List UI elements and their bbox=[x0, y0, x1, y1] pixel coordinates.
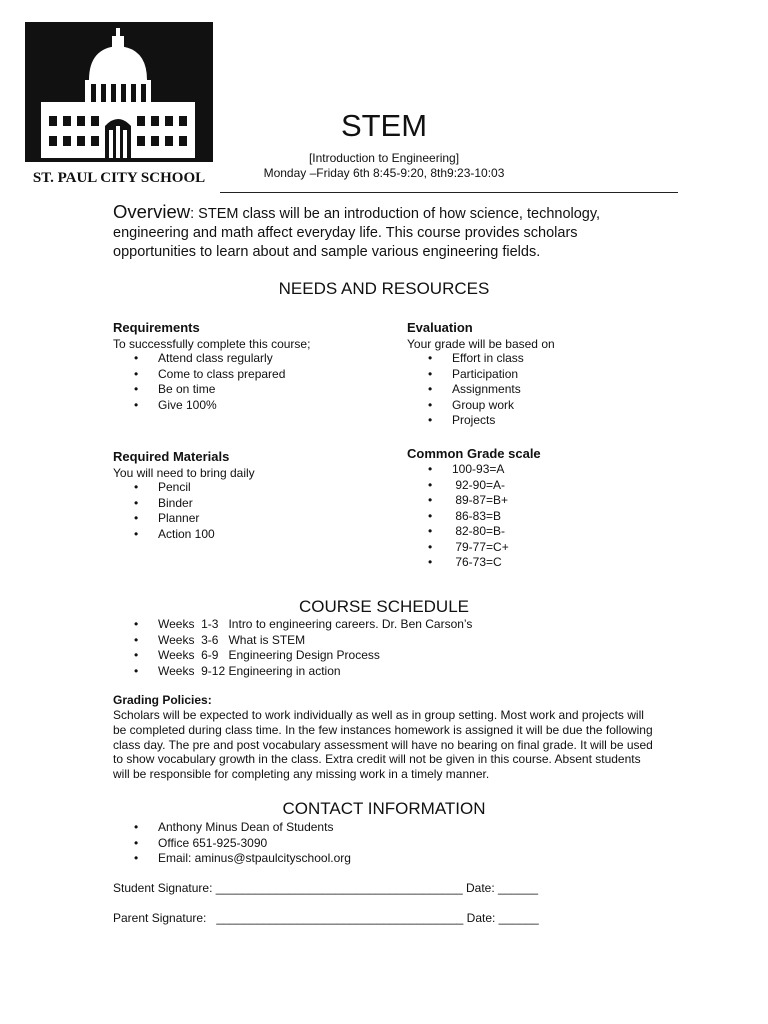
evaluation-list bbox=[407, 351, 667, 429]
list-item: • Projects bbox=[407, 413, 667, 429]
requirements-intro: To successfully complete this course; bbox=[113, 337, 311, 351]
list-item: • 82-80=B- bbox=[407, 524, 667, 540]
list-item: • Be on time bbox=[113, 382, 393, 398]
list-item: • 89-87=B+ bbox=[407, 493, 667, 509]
evaluation-intro: Your grade will be based on bbox=[407, 337, 555, 351]
grading-paragraph: Scholars will be expected to work individually as well as in group setting. Most work and projects will be completed during class time. In the few instances homework is assigned it will be due the following class day. The pre and post vocabulary assessment will have no bearing on final grade. It will be used to show vocabulary growth in the class. Extra credit will not be given in this course. Absent students will be responsible for completing any missing work in a timely manner. bbox=[113, 708, 653, 782]
svg-text:ST. PAUL CITY SCHOOL: ST. PAUL CITY SCHOOL bbox=[32, 170, 206, 186]
list-item: • Binder bbox=[113, 496, 393, 512]
list-item: • 92-90=A- bbox=[407, 478, 667, 494]
list-item: • Anthony Minus Dean of Students bbox=[113, 820, 673, 836]
list-item: • Give 100% bbox=[113, 398, 393, 414]
list-item: • Assignments bbox=[407, 382, 667, 398]
schedule-list bbox=[113, 617, 673, 679]
requirements-section bbox=[113, 320, 393, 413]
grading-title: Grading Policies: bbox=[113, 693, 212, 707]
list-item: • Participation bbox=[407, 367, 667, 383]
contact-heading: CONTACT INFORMATION bbox=[282, 799, 486, 818]
header-divider bbox=[220, 192, 678, 193]
list-item: • Action 100 bbox=[113, 527, 393, 543]
contact-section bbox=[113, 820, 673, 867]
list-item: • Weeks 6-9 Engineering Design Process bbox=[113, 648, 673, 664]
schedule-section bbox=[113, 617, 673, 679]
list-item: • Email: aminus@stpaulcityschool.org bbox=[113, 851, 673, 867]
list-item: • Planner bbox=[113, 511, 393, 527]
student-signature-line: Student Signature: _____________________________________ Date: ______ bbox=[113, 881, 539, 895]
contact-list bbox=[113, 820, 673, 867]
course-subtitle: [Introduction to Engineering] bbox=[308, 151, 460, 165]
list-item: • Pencil bbox=[113, 480, 393, 496]
grade-scale-list bbox=[407, 462, 667, 571]
list-item: • Weeks 9-12 Engineering in action bbox=[113, 664, 673, 680]
grade-scale-title: Common Grade scale bbox=[407, 446, 541, 461]
grade-scale-section bbox=[407, 446, 667, 571]
materials-intro: You will need to bring daily bbox=[113, 466, 255, 480]
overview-label: Overview bbox=[113, 201, 191, 222]
list-item: • Group work bbox=[407, 398, 667, 414]
class-times: Monday –Friday 6th 8:45-9:20, 8th9:23-10:03 bbox=[263, 166, 505, 180]
list-item: • 100-93=A bbox=[407, 462, 667, 478]
materials-title: Required Materials bbox=[113, 449, 230, 464]
list-item: • 79-77=C+ bbox=[407, 540, 667, 556]
list-item: • Come to class prepared bbox=[113, 367, 393, 383]
overview-text: : STEM class will be an introduction of how science, technology, engineering and math affect everyday life. This course provides scholars opportunities to learn about and sample various engineering fields. bbox=[113, 206, 601, 260]
requirements-list bbox=[113, 351, 393, 413]
page-title: STEM bbox=[340, 108, 428, 143]
list-item: • Weeks 3-6 What is STEM bbox=[113, 633, 673, 649]
list-item: • Office 651-925-3090 bbox=[113, 836, 673, 852]
evaluation-title: Evaluation bbox=[407, 320, 473, 335]
materials-section bbox=[113, 449, 393, 542]
requirements-title: Requirements bbox=[113, 320, 200, 335]
list-item: • 86-83=B bbox=[407, 509, 667, 525]
list-item: • Attend class regularly bbox=[113, 351, 393, 367]
schedule-heading: COURSE SCHEDULE bbox=[298, 597, 470, 616]
overview-paragraph bbox=[113, 202, 643, 262]
parent-signature-line: Parent Signature: _____________________________________ Date: ______ bbox=[113, 911, 539, 925]
list-item: • Effort in class bbox=[407, 351, 667, 367]
list-item: • 76-73=C bbox=[407, 555, 667, 571]
materials-list bbox=[113, 480, 393, 542]
list-item: • Weeks 1-3 Intro to engineering careers. Dr. Ben Carson’s bbox=[113, 617, 673, 633]
evaluation-section bbox=[407, 320, 667, 429]
needs-heading: NEEDS AND RESOURCES bbox=[278, 279, 490, 298]
